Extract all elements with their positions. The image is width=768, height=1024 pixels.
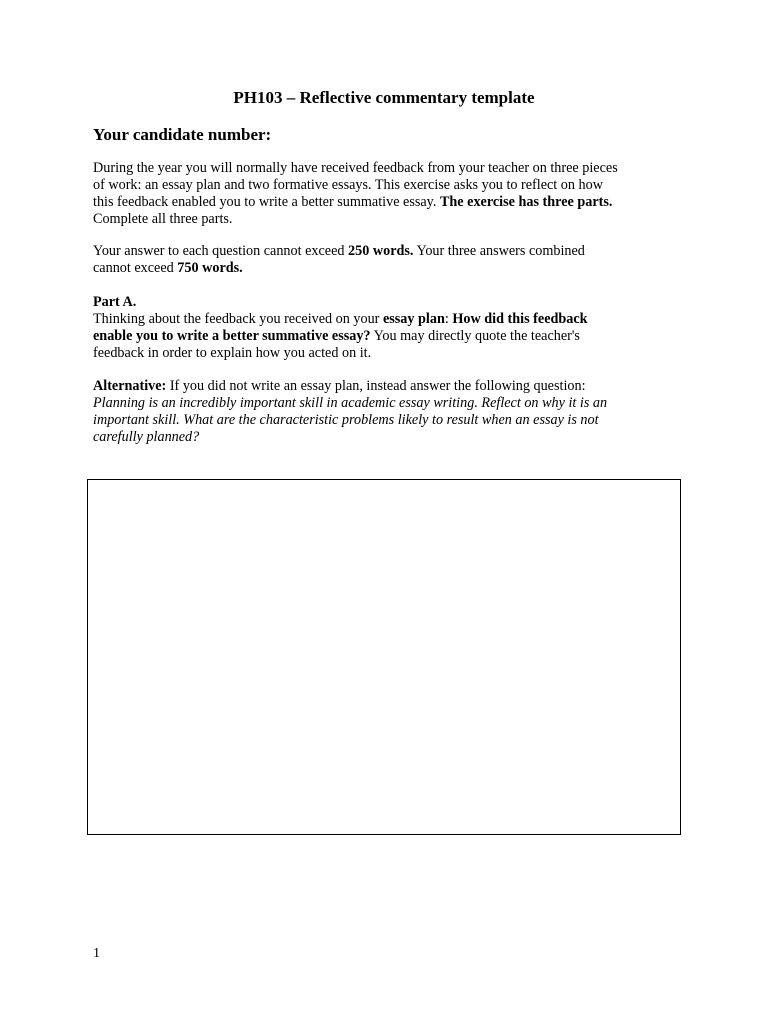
part-a-text-2: You may directly quote the teacher's: [373, 328, 580, 344]
intro-line-1: During the year you will normally have received feedback from your teacher on three pieces: [93, 160, 618, 176]
part-a-line-1: [93, 311, 683, 328]
page-title: PH103 – Reflective commentary template: [233, 88, 535, 107]
alternative-line-1: [93, 378, 683, 395]
alternative-label: Alternative:: [93, 378, 167, 394]
alternative-question-line-3: carefully planned?: [93, 429, 200, 445]
word-limits-paragraph: [93, 243, 683, 277]
limits-text-2: Your three answers combined: [416, 243, 585, 259]
alternative-question-line-2: important skill. What are the characteristic problems likely to result when an essay is not: [93, 412, 599, 428]
limits-line-2: [93, 260, 683, 277]
candidate-number-label: Your candidate number:: [93, 125, 272, 144]
limit-per-question: 250 words.: [348, 243, 414, 259]
intro-line-2: of work: an essay plan and two formative essays. This exercise asks you to reflect on how: [93, 177, 603, 193]
part-a-line-2: [93, 328, 683, 345]
alternative-question-line-1: Planning is an incredibly important skill in academic essay writing. Reflect on why it is an: [93, 395, 608, 411]
intro-emphasis: The exercise has three parts.: [439, 194, 613, 210]
alternative-section: [93, 378, 683, 446]
answer-box[interactable]: [87, 479, 681, 835]
page-number: 1: [93, 946, 100, 961]
part-a-text-1: Thinking about the feedback you received on your: [93, 311, 380, 327]
part-a-section: [93, 294, 683, 362]
intro-text: this feedback enabled you to write a better summative essay.: [93, 194, 437, 210]
part-a-question-2: enable you to write a better summative essay?: [93, 328, 371, 344]
limits-text-3: cannot exceed: [93, 260, 174, 276]
part-a-line-3: feedback in order to explain how you acted on it.: [93, 345, 372, 361]
intro-line-3: [93, 194, 683, 211]
alternative-text: If you did not write an essay plan, instead answer the following question:: [169, 378, 586, 394]
intro-line-4: Complete all three parts.: [93, 211, 233, 227]
part-a-heading: Part A.: [93, 294, 137, 310]
limits-text-1: Your answer to each question cannot exceed: [93, 243, 345, 259]
part-a-colon: :: [444, 311, 449, 327]
intro-paragraph: [93, 160, 683, 228]
part-a-question-1: How did this feedback: [452, 311, 588, 327]
limit-total: 750 words.: [177, 260, 243, 276]
essay-plan-term: essay plan: [382, 311, 445, 327]
limits-line-1: [93, 243, 683, 260]
